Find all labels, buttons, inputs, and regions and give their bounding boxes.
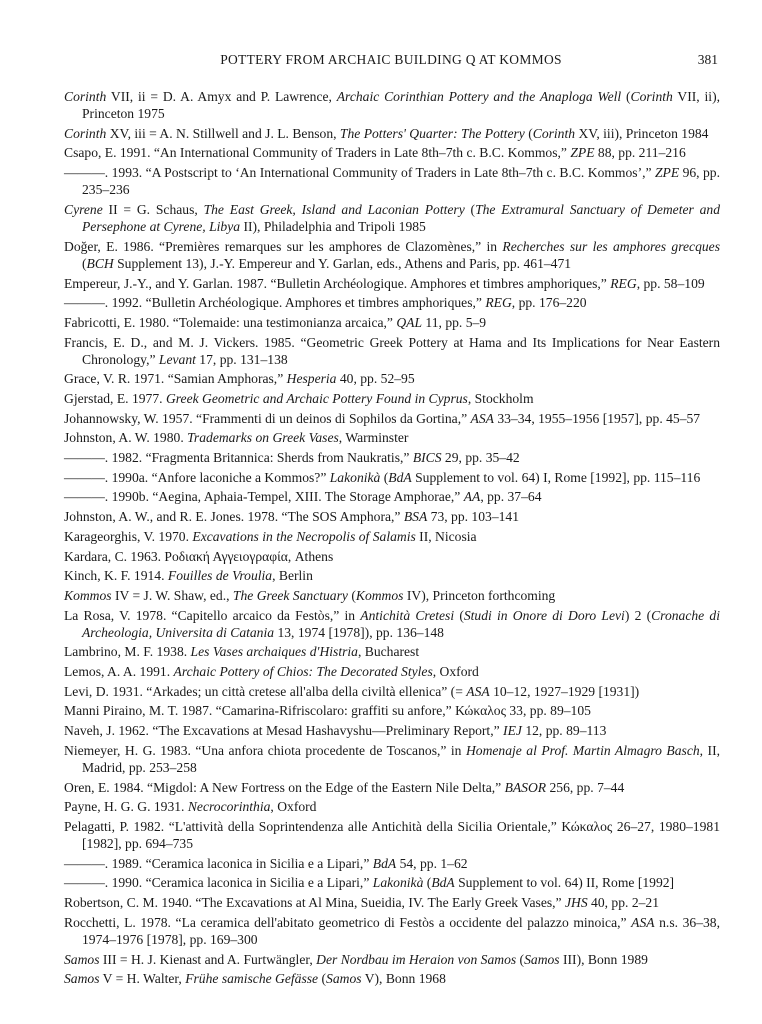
bibliography-list	[64, 88, 720, 990]
entry-text: (	[516, 951, 525, 967]
bibliography-entry	[64, 449, 720, 466]
entry-italic-text: IEJ	[503, 723, 522, 739]
entry-text: Supplement 13), J.-Y. Empereur and Y. Garlan, eds., Athens and Paris, pp. 461–471	[113, 255, 572, 271]
bibliography-entry	[64, 587, 720, 604]
bibliography-entry	[64, 567, 720, 584]
bibliography-entry	[64, 238, 720, 272]
entry-italic-text: Levant	[158, 351, 196, 367]
entry-italic-text: Samos	[64, 971, 100, 987]
entry-italic-text: Greek Geometric and Archaic Pottery Found in Cyprus	[165, 391, 468, 407]
entry-italic-text: BCH	[86, 255, 114, 271]
entry-italic-text: Lakonikà	[329, 469, 381, 485]
entry-italic-text: BdA	[388, 469, 412, 485]
entry-text: , Bucharest	[357, 644, 420, 660]
entry-text: 256, pp. 7–44	[546, 779, 625, 795]
entry-text: II, Nicosia	[415, 528, 477, 544]
entry-text: Supplement to vol. 64) II, Rome [1992]	[454, 875, 675, 891]
entry-italic-text: Fouilles de Vroulia	[167, 568, 273, 584]
bibliography-entry	[64, 88, 720, 122]
entry-text: Pelagatti, P. 1982. “L'attività della Soprintendenza alle Antichità della Sicilia Orientale,” Κώκαλος 26–27, 1980–1981 [1982], pp. 694–735	[64, 818, 720, 852]
entry-italic-text: Archaic Corinthian Pottery and the Anaploga Well	[336, 89, 622, 104]
entry-text: Kardara, C. 1963. Ροδιακή Αγγειογραφία, Athens	[64, 548, 334, 564]
bibliography-entry	[64, 722, 720, 739]
entry-text: (	[423, 875, 432, 891]
bibliography-entry	[64, 742, 720, 776]
bibliography-entry	[64, 429, 720, 446]
bibliography-entry	[64, 508, 720, 525]
entry-text: VII, ii = D. A. Amyx and P. Lawrence,	[106, 89, 337, 104]
entry-italic-text: Kommos	[355, 587, 404, 603]
entry-italic-text: Cyrene	[64, 201, 103, 217]
entry-text: 33–34, 1955–1956 [1957], pp. 45–57	[493, 410, 701, 426]
entry-italic-text: BASOR	[504, 779, 547, 795]
entry-text: Grace, V. R. 1971. “Samian Amphoras,”	[64, 371, 287, 387]
bibliography-entry	[64, 798, 720, 815]
entry-italic-text: The Greek Sanctuary	[232, 587, 348, 603]
entry-italic-text: Samos	[524, 951, 560, 967]
entry-italic-text: Frühe samische Gefässe	[185, 971, 319, 987]
bibliography-entry	[64, 334, 720, 368]
entry-italic-text: Les Vases archaiques d'Histria	[190, 644, 358, 660]
entry-italic-text: Samos	[326, 971, 362, 987]
entry-text: Csapo, E. 1991. “An International Community of Traders in Late 8th–7th c. B.C. Kommos,”	[64, 145, 571, 161]
entry-text: VII, ii), Princeton 1975	[82, 89, 720, 122]
bibliography-entry	[64, 314, 720, 331]
entry-text: Empereur, J.-Y., and Y. Garlan. 1987. “Bulletin Archéologique. Amphores et timbres amphoriques,”	[64, 275, 611, 291]
entry-text: Johnston, A. W. 1980.	[64, 430, 188, 446]
entry-text: V), Bonn 1968	[361, 971, 446, 987]
entry-text: Oren, E. 1984. “Migdol: A New Fortress on the Edge of the Eastern Nile Delta,”	[64, 779, 505, 795]
entry-text: , II, Madrid, pp. 253–258	[82, 742, 721, 775]
entry-text: ) 2 (	[624, 607, 652, 623]
bibliography-entry	[64, 855, 720, 872]
bibliography-entry	[64, 410, 720, 427]
entry-italic-text: ASA	[470, 410, 494, 426]
entry-italic-text: Corinth	[630, 89, 673, 104]
entry-text: ———. 1982. “Fragmenta Britannica: Sherds from Naukratis,”	[64, 450, 413, 466]
entry-text: , Warminster	[338, 430, 409, 446]
entry-text: 10–12, 1927–1929 [1931])	[489, 683, 640, 699]
entry-text: Lemos, A. A. 1991.	[64, 664, 174, 680]
entry-text: , Stockholm	[467, 391, 534, 407]
bibliography-entry	[64, 390, 720, 407]
bibliography-entry	[64, 528, 720, 545]
entry-italic-text: BdA	[431, 875, 455, 891]
entry-text: 29, pp. 35–42	[441, 450, 520, 466]
entry-text: II = G. Schaus,	[102, 201, 204, 217]
entry-italic-text: The Potters' Quarter: The Pottery	[339, 125, 525, 141]
bibliography-entry	[64, 548, 720, 565]
entry-text: (	[524, 125, 533, 141]
entry-italic-text: REG	[485, 295, 512, 311]
entry-text: ———. 1990b. “Aegina, Aphaia-Tempel, XIII. The Storage Amphorae,”	[64, 489, 464, 505]
entry-text: , Berlin	[272, 568, 313, 584]
entry-italic-text: JHS	[564, 895, 588, 911]
entry-italic-text: Necrocorinthia	[187, 799, 271, 815]
entry-text: II), Philadelphia and Tripoli 1985	[240, 219, 426, 235]
entry-text: (	[318, 971, 327, 987]
entry-text: XV, iii = A. N. Stillwell and J. L. Benson,	[106, 125, 340, 141]
bibliography-entry	[64, 951, 720, 968]
entry-italic-text: BdA	[372, 855, 397, 871]
entry-text: 73, pp. 103–141	[427, 509, 520, 525]
bibliography-entry	[64, 779, 720, 796]
bibliography-entry	[64, 370, 720, 387]
entry-text: Fabricotti, E. 1980. “Tolemaide: una testimonianza arcaica,”	[64, 314, 397, 330]
entry-italic-text: ASA	[466, 683, 490, 699]
bibliography-entry	[64, 144, 720, 161]
entry-italic-text: Kommos	[64, 587, 112, 603]
entry-text: ———. 1993. “A Postscript to ‘An International Community of Traders in Late 8th–7th c. B.C. Kommos’,”	[64, 165, 655, 181]
bibliography-entry	[64, 164, 720, 198]
entry-text: III = H. J. Kienast and A. Furtwängler,	[99, 951, 317, 967]
entry-text: La Rosa, V. 1978. “Capitello arcaico da Festòs,” in	[64, 607, 361, 623]
entry-italic-text: BSA	[403, 509, 428, 525]
entry-text: Francis, E. D., and M. J. Vickers. 1985. “Geometric Greek Pottery at Hama and Its Implications for Near Eastern Chronology,”	[64, 334, 720, 367]
entry-italic-text: The East Greek, Island and Laconian Pottery	[203, 201, 465, 217]
bibliography-entry	[64, 970, 720, 987]
entry-text: IV = J. W. Shaw, ed.,	[111, 587, 233, 603]
running-title: POTTERY FROM ARCHAIC BUILDING Q AT KOMMOS	[220, 52, 562, 67]
entry-text: (	[380, 469, 389, 485]
entry-text: Lambrino, M. F. 1938.	[64, 644, 191, 660]
entry-text: Rocchetti, L. 1978. “La ceramica dell'abitato geometrico di Festòs a occidente del palazzo minoica,”	[64, 914, 632, 930]
entry-text: (	[454, 607, 464, 623]
entry-text: , pp. 176–220	[511, 295, 587, 311]
entry-italic-text: Studi in Onore di Doro Levi	[463, 607, 625, 623]
entry-text: 17, pp. 131–138	[195, 351, 288, 367]
bibliography-entry	[64, 294, 720, 311]
bibliography-entry	[64, 469, 720, 486]
entry-italic-text: QAL	[396, 314, 423, 330]
entry-italic-text: Cronache di Archeologia, Universita di Catania	[82, 607, 720, 640]
entry-italic-text: Recherches sur les amphores grecques	[502, 238, 720, 254]
bibliography-entry	[64, 643, 720, 660]
entry-text: Kinch, K. F. 1914.	[64, 568, 168, 584]
entry-italic-text: AA	[463, 489, 481, 505]
bibliography-entry	[64, 663, 720, 680]
running-header	[64, 52, 718, 72]
entry-text: Supplement to vol. 64) I, Rome [1992], pp. 115–116	[411, 469, 701, 485]
entry-text: 40, pp. 2–21	[587, 895, 660, 911]
entry-text: (	[464, 201, 476, 217]
entry-text: (	[347, 587, 356, 603]
entry-text: (	[621, 89, 631, 104]
entry-text: Gjerstad, E. 1977.	[64, 391, 166, 407]
bibliography-entry	[64, 607, 720, 641]
entry-text: Johannowsky, W. 1957. “Frammenti di un deinos di Sophilos da Gortina,”	[64, 410, 471, 426]
entry-text: , Oxford	[432, 664, 479, 680]
entry-italic-text: REG	[610, 275, 637, 291]
entry-text: , Oxford	[270, 799, 317, 815]
bibliography-entry	[64, 874, 720, 891]
entry-text: 88, pp. 211–216	[594, 145, 686, 161]
bibliography-entry	[64, 818, 720, 852]
entry-text: Karageorghis, V. 1970.	[64, 528, 193, 544]
entry-text: 96, pp. 235–236	[82, 165, 720, 198]
entry-text: Manni Piraino, M. T. 1987. “Camarina-Rifriscolaro: graffiti su anfore,” Κώκαλος 33, pp. 89–105	[64, 703, 591, 719]
bibliography-entry	[64, 894, 720, 911]
entry-italic-text: The Extramural Sanctuary of Demeter and Persephone at Cyrene, Libya	[82, 201, 720, 235]
entry-italic-text: Lakonikà	[372, 875, 424, 891]
entry-text: Robertson, C. M. 1940. “The Excavations at Al Mina, Sueidia, IV. The Early Greek Vases,”	[64, 895, 565, 911]
entry-italic-text: BICS	[412, 450, 442, 466]
entry-italic-text: Archaic Pottery of Chios: The Decorated Styles	[173, 664, 433, 680]
entry-text: 13, 1974 [1978]), pp. 136–148	[274, 624, 444, 640]
entry-text: 54, pp. 1–62	[396, 855, 468, 871]
entry-text: V = H. Walter,	[99, 971, 186, 987]
entry-text: Naveh, J. 1962. “The Excavations at Mesad Hashavyshu—Preliminary Report,”	[64, 723, 504, 739]
entry-text: III), Bonn 1989	[559, 951, 648, 967]
entry-text: , pp. 37–64	[480, 489, 542, 505]
entry-italic-text: Homenaje al Prof. Martin Almagro Basch	[465, 742, 700, 758]
entry-text: XV, iii), Princeton 1984	[575, 125, 709, 141]
entry-italic-text: Antichità Cretesi	[360, 607, 455, 623]
entry-italic-text: Excavations in the Necropolis of Salamis	[192, 528, 416, 544]
entry-italic-text: ASA	[631, 914, 655, 930]
entry-italic-text: ZPE	[654, 165, 680, 181]
entry-text: IV), Princeton forthcoming	[403, 587, 556, 603]
entry-text: 11, pp. 5–9	[422, 314, 487, 330]
entry-text: Niemeyer, H. G. 1983. “Una anfora chiota procedente de Toscanos,” in	[64, 742, 466, 758]
bibliography-entry	[64, 488, 720, 505]
entry-text: ———. 1990a. “Anfore laconiche a Kommos?”	[64, 469, 330, 485]
bibliography-entry	[64, 125, 720, 142]
entry-italic-text: Corinth	[532, 125, 576, 141]
page-number: 381	[697, 52, 718, 67]
entry-text: ———. 1989. “Ceramica laconica in Sicilia e a Lipari,”	[64, 855, 373, 871]
entry-italic-text: ZPE	[570, 145, 595, 161]
entry-text: ———. 1992. “Bulletin Archéologique. Amphores et timbres amphoriques,”	[64, 295, 486, 311]
bibliography-entry	[64, 914, 720, 948]
entry-italic-text: Corinth	[64, 125, 107, 141]
entry-italic-text: Corinth	[64, 89, 107, 104]
entry-text: Payne, H. G. G. 1931.	[64, 799, 188, 815]
bibliography-entry	[64, 201, 720, 235]
entry-italic-text: Der Nordbau im Heraion von Samos	[316, 951, 517, 967]
bibliography-entry	[64, 683, 720, 700]
bibliography-entry	[64, 702, 720, 719]
entry-text: 40, pp. 52–95	[336, 371, 415, 387]
entry-text: Doğer, E. 1986. “Premières remarques sur les amphores de Clazomènes,” in	[64, 238, 503, 254]
entry-text: Johnston, A. W., and R. E. Jones. 1978. “The SOS Amphora,”	[64, 509, 404, 525]
bibliography-entry	[64, 275, 720, 292]
entry-text: 12, pp. 89–113	[521, 723, 607, 739]
entry-text: n.s. 36–38, 1974–1976 [1978], pp. 169–300	[82, 914, 720, 947]
entry-text: , pp. 58–109	[636, 275, 705, 291]
entry-text: ———. 1990. “Ceramica laconica in Sicilia e a Lipari,”	[64, 875, 373, 891]
entry-text: (	[82, 255, 87, 271]
entry-text: Levi, D. 1931. “Arkades; un città cretese all'alba della civiltà ellenica” (=	[64, 683, 467, 699]
entry-italic-text: Trademarks on Greek Vases	[187, 430, 339, 446]
entry-italic-text: Samos	[64, 951, 100, 967]
entry-italic-text: Hesperia	[286, 371, 337, 387]
